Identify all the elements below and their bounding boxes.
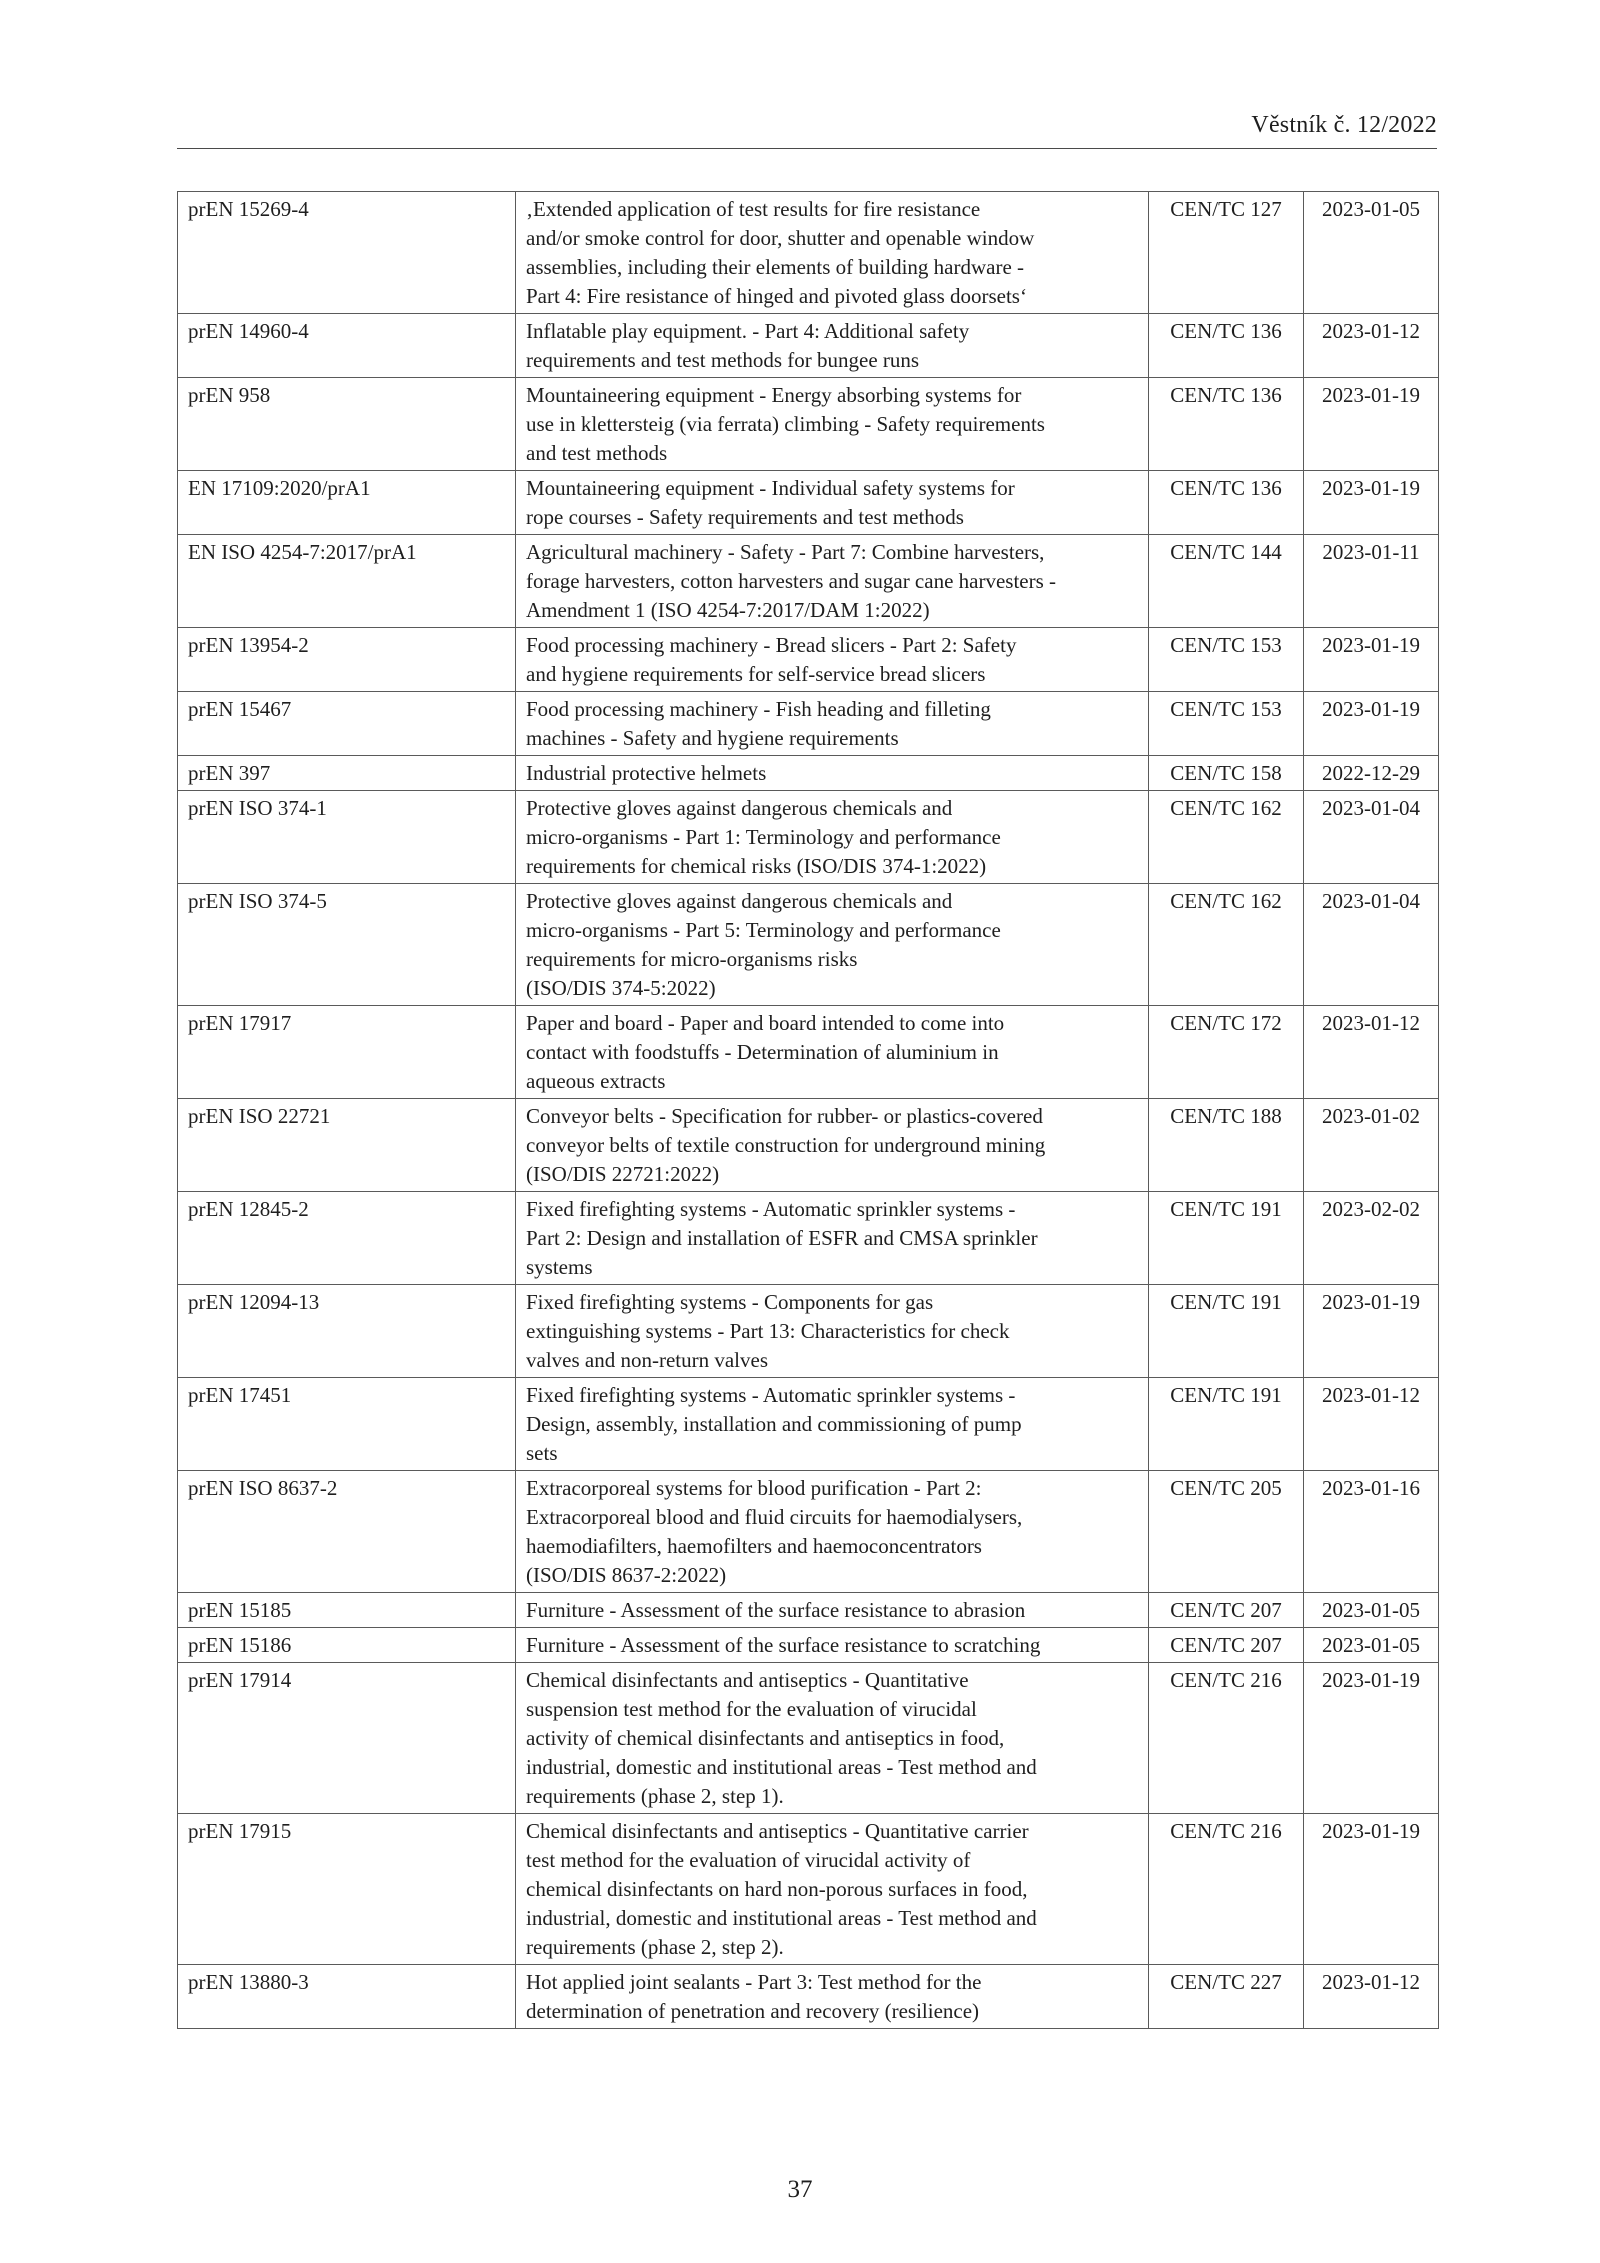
technical-committee: CEN/TC 191 [1149,1192,1304,1285]
table-row [178,1099,1439,1192]
standard-title-line: Conveyor belts - Specification for rubber- or plastics-covered [526,1104,1043,1128]
standard-title [516,192,1149,314]
technical-committee: CEN/TC 227 [1149,1965,1304,2029]
standard-title-line: systems [526,1255,593,1279]
standard-title-line: chemical disinfectants on hard non-porous surfaces in food, [526,1877,1028,1901]
standard-title-line: Industrial protective helmets [526,761,767,785]
table-row [178,791,1439,884]
table-row [178,471,1439,535]
technical-committee: CEN/TC 172 [1149,1006,1304,1099]
standard-title-line: test method for the evaluation of virucidal activity of [526,1848,971,1872]
standard-title-line: Chemical disinfectants and antiseptics - Quantitative [526,1668,969,1692]
standard-title-line: and/or smoke control for door, shutter and openable window [526,226,1035,250]
standard-title-line: requirements (phase 2, step 2). [526,1935,784,1959]
table-row [178,1378,1439,1471]
standard-title [516,1192,1149,1285]
standard-title-line: Protective gloves against dangerous chemicals and [526,796,953,820]
standard-title-line: Paper and board - Paper and board intended to come into [526,1011,1005,1035]
standard-title-line: Fixed firefighting systems - Components for gas [526,1290,934,1314]
technical-committee: CEN/TC 205 [1149,1471,1304,1593]
comment-deadline-date: 2023-01-12 [1304,1965,1439,2029]
standard-title-line: Furniture - Assessment of the surface resistance to scratching [526,1633,1041,1657]
standards-table-body [178,192,1439,2029]
standard-title [516,1663,1149,1814]
standard-title [516,378,1149,471]
standard-title-line: Design, assembly, installation and commissioning of pump [526,1412,1022,1436]
standard-code: prEN ISO 8637-2 [178,1471,516,1593]
standard-title-line: industrial, domestic and institutional areas - Test method and [526,1755,1037,1779]
comment-deadline-date: 2023-01-04 [1304,791,1439,884]
standard-title-line: suspension test method for the evaluation of virucidal [526,1697,977,1721]
standard-title-line: (ISO/DIS 8637-2:2022) [526,1563,727,1587]
standard-title [516,884,1149,1006]
standard-title-line: Inflatable play equipment. - Part 4: Additional safety [526,319,970,343]
standard-title-line: industrial, domestic and institutional areas - Test method and [526,1906,1037,1930]
comment-deadline-date: 2023-01-12 [1304,1378,1439,1471]
technical-committee: CEN/TC 188 [1149,1099,1304,1192]
table-row [178,535,1439,628]
comment-deadline-date: 2023-01-19 [1304,471,1439,535]
standard-title [516,1628,1149,1663]
table-row [178,314,1439,378]
standard-title-line: Protective gloves against dangerous chemicals and [526,889,953,913]
table-row [178,1663,1439,1814]
technical-committee: CEN/TC 136 [1149,471,1304,535]
standard-title-line: Amendment 1 (ISO 4254-7:2017/DAM 1:2022) [526,598,930,622]
standard-title-line: Mountaineering equipment - Energy absorbing systems for [526,383,1022,407]
standard-title-line: micro-organisms - Part 1: Terminology and performance [526,825,1001,849]
table-row [178,1192,1439,1285]
comment-deadline-date: 2023-01-19 [1304,378,1439,471]
standard-code: prEN 397 [178,756,516,791]
standard-title-line: (ISO/DIS 22721:2022) [526,1162,720,1186]
table-row [178,1814,1439,1965]
table-row [178,1965,1439,2029]
table-row [178,1285,1439,1378]
standard-title-line: aqueous extracts [526,1069,666,1093]
page-header [177,110,1437,149]
standard-title-line: requirements and test methods for bungee runs [526,348,920,372]
comment-deadline-date: 2023-01-02 [1304,1099,1439,1192]
standard-title [516,1285,1149,1378]
standard-code: prEN 12094-13 [178,1285,516,1378]
standard-title-line: Mountaineering equipment - Individual safety systems for [526,476,1015,500]
standard-title [516,1471,1149,1593]
standard-title-line: (ISO/DIS 374-5:2022) [526,976,716,1000]
table-row [178,192,1439,314]
standard-title [516,535,1149,628]
standard-title-line: rope courses - Safety requirements and test methods [526,505,964,529]
standard-code: prEN 15467 [178,692,516,756]
technical-committee: CEN/TC 144 [1149,535,1304,628]
technical-committee: CEN/TC 127 [1149,192,1304,314]
technical-committee: CEN/TC 158 [1149,756,1304,791]
standard-title [516,1099,1149,1192]
standard-title-line: Food processing machinery - Fish heading and filleting [526,697,991,721]
standard-code: prEN ISO 374-5 [178,884,516,1006]
standard-code: prEN ISO 374-1 [178,791,516,884]
technical-committee: CEN/TC 207 [1149,1593,1304,1628]
standard-title-line: Extracorporeal blood and fluid circuits for haemodialysers, [526,1505,1023,1529]
table-row [178,756,1439,791]
standard-title [516,1814,1149,1965]
standard-title-line: Chemical disinfectants and antiseptics - Quantitative carrier [526,1819,1029,1843]
standard-title-line: micro-organisms - Part 5: Terminology and performance [526,918,1001,942]
technical-committee: CEN/TC 153 [1149,628,1304,692]
table-row [178,692,1439,756]
standard-code: prEN 17914 [178,1663,516,1814]
standard-title-line: Fixed firefighting systems - Automatic sprinkler systems - [526,1383,1016,1407]
standard-title-line: determination of penetration and recovery (resilience) [526,1999,980,2023]
standard-title-line: Extracorporeal systems for blood purification - Part 2: [526,1476,982,1500]
standard-title-line: requirements for chemical risks (ISO/DIS 374-1:2022) [526,854,987,878]
standard-title-line: Part 2: Design and installation of ESFR and CMSA sprinkler [526,1226,1038,1250]
comment-deadline-date: 2022-12-29 [1304,756,1439,791]
standard-title [516,1593,1149,1628]
standard-code: EN ISO 4254-7:2017/prA1 [178,535,516,628]
technical-committee: CEN/TC 216 [1149,1814,1304,1965]
standard-title-line: conveyor belts of textile construction for underground mining [526,1133,1046,1157]
comment-deadline-date: 2023-01-19 [1304,628,1439,692]
standard-title-line: contact with foodstuffs - Determination of aluminium in [526,1040,999,1064]
standard-code: prEN 13880-3 [178,1965,516,2029]
standard-title-line: and hygiene requirements for self-service bread slicers [526,662,986,686]
table-row [178,1471,1439,1593]
standard-code: prEN 12845-2 [178,1192,516,1285]
page-number: 37 [787,2176,813,2203]
standard-title-line: assemblies, including their elements of building hardware - [526,255,1025,279]
comment-deadline-date: 2023-01-19 [1304,1814,1439,1965]
comment-deadline-date: 2023-01-16 [1304,1471,1439,1593]
technical-committee: CEN/TC 136 [1149,314,1304,378]
standard-title-line: extinguishing systems - Part 13: Characteristics for check [526,1319,1010,1343]
technical-committee: CEN/TC 191 [1149,1378,1304,1471]
standard-title-line: ‚Extended application of test results for fire resistance [526,197,981,221]
technical-committee: CEN/TC 207 [1149,1628,1304,1663]
standard-code: prEN 17451 [178,1378,516,1471]
standard-title-line: requirements for micro-organisms risks [526,947,858,971]
standard-title-line: Fixed firefighting systems - Automatic sprinkler systems - [526,1197,1016,1221]
standard-title [516,1378,1149,1471]
standard-title-line: valves and non-return valves [526,1348,769,1372]
standard-title-line: requirements (phase 2, step 1). [526,1784,784,1808]
standard-title [516,628,1149,692]
technical-committee: CEN/TC 162 [1149,884,1304,1006]
standard-code: prEN 14960-4 [178,314,516,378]
standards-table [177,191,1439,2029]
standard-title [516,791,1149,884]
standard-title [516,471,1149,535]
table-row [178,378,1439,471]
technical-committee: CEN/TC 191 [1149,1285,1304,1378]
standard-title [516,314,1149,378]
standard-title [516,756,1149,791]
comment-deadline-date: 2023-01-04 [1304,884,1439,1006]
standard-title-line: Agricultural machinery - Safety - Part 7: Combine harvesters, [526,540,1045,564]
comment-deadline-date: 2023-01-05 [1304,192,1439,314]
standard-code: prEN ISO 22721 [178,1099,516,1192]
table-row [178,1628,1439,1663]
standard-code: prEN 958 [178,378,516,471]
comment-deadline-date: 2023-01-12 [1304,314,1439,378]
standard-title-line: Part 4: Fire resistance of hinged and pivoted glass doorsets‘ [526,284,1027,308]
table-row [178,884,1439,1006]
standard-title-line: sets [526,1441,558,1465]
standard-code: prEN 15186 [178,1628,516,1663]
standard-title [516,1006,1149,1099]
bulletin-title: Věstník č. 12/2022 [1251,112,1437,138]
standard-code: EN 17109:2020/prA1 [178,471,516,535]
standard-title [516,1965,1149,2029]
table-row [178,628,1439,692]
standard-title-line: use in klettersteig (via ferrata) climbing - Safety requirements [526,412,1045,436]
standard-code: prEN 13954-2 [178,628,516,692]
table-row [178,1006,1439,1099]
comment-deadline-date: 2023-01-19 [1304,1285,1439,1378]
technical-committee: CEN/TC 216 [1149,1663,1304,1814]
standard-code: prEN 17915 [178,1814,516,1965]
technical-committee: CEN/TC 136 [1149,378,1304,471]
comment-deadline-date: 2023-01-12 [1304,1006,1439,1099]
standard-code: prEN 15269-4 [178,192,516,314]
table-row [178,1593,1439,1628]
comment-deadline-date: 2023-02-02 [1304,1192,1439,1285]
comment-deadline-date: 2023-01-05 [1304,1628,1439,1663]
standard-title-line: activity of chemical disinfectants and antiseptics in food, [526,1726,1005,1750]
standard-title-line: Hot applied joint sealants - Part 3: Test method for the [526,1970,982,1994]
comment-deadline-date: 2023-01-05 [1304,1593,1439,1628]
comment-deadline-date: 2023-01-19 [1304,1663,1439,1814]
technical-committee: CEN/TC 162 [1149,791,1304,884]
standard-title-line: forage harvesters, cotton harvesters and sugar cane harvesters - [526,569,1057,593]
technical-committee: CEN/TC 153 [1149,692,1304,756]
standard-code: prEN 15185 [178,1593,516,1628]
comment-deadline-date: 2023-01-11 [1304,535,1439,628]
standard-code: prEN 17917 [178,1006,516,1099]
standard-title-line: machines - Safety and hygiene requirements [526,726,899,750]
standard-title [516,692,1149,756]
comment-deadline-date: 2023-01-19 [1304,692,1439,756]
standard-title-line: and test methods [526,441,668,465]
standard-title-line: Food processing machinery - Bread slicers - Part 2: Safety [526,633,1017,657]
standard-title-line: haemodiafilters, haemofilters and haemoconcentrators [526,1534,982,1558]
standard-title-line: Furniture - Assessment of the surface resistance to abrasion [526,1598,1026,1622]
